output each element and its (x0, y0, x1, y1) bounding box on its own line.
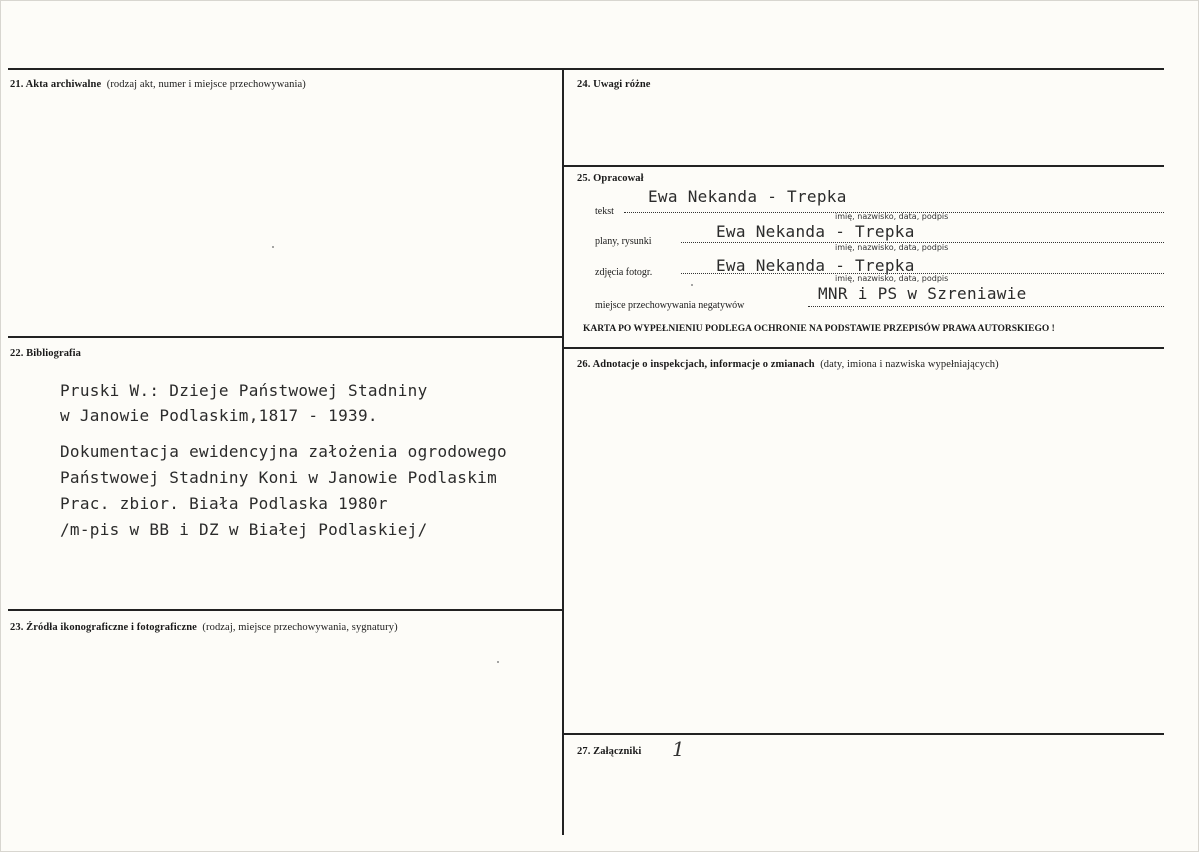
attachments-count: 1 (672, 737, 685, 761)
paper-speck (497, 661, 499, 663)
section-23-title: 23. Źródła ikonograficzne i fotograficzne (10, 622, 197, 633)
section-23-hint: (rodzaj, miejsce przechowywania, sygnatury) (202, 622, 398, 633)
author-plans-sublabel: imię, nazwisko, data, podpis (835, 243, 949, 252)
bibliography-line: w Janowie Podlaskim,1817 - 1939. (60, 406, 378, 425)
bibliography-line: Państwowej Stadniny Koni w Janowie Podlaskim (60, 468, 498, 487)
copyright-notice: KARTA PO WYPEŁNIENIU PODLEGA OCHRONIE NA PODSTAWIE PRZEPISÓW PRAWA AUTORSKIEGO ! (583, 324, 1055, 334)
rule-26-27 (563, 733, 1164, 735)
section-22-title: 22. Bibliografia (10, 348, 82, 359)
section-27-title: 27. Załączniki (577, 746, 642, 757)
author-plans-value: Ewa Nekanda - Trepka (716, 222, 915, 241)
section-26-title: 26. Adnotacje o inspekcjach, informacje o zmianach (577, 359, 815, 370)
section-26-label (577, 359, 999, 370)
top-rule (8, 68, 1164, 70)
section-24-title: 24. Uwagi różne (577, 79, 651, 90)
paper-speck (272, 246, 274, 248)
author-plans-label: plany, rysunki (595, 236, 652, 247)
section-21-title: 21. Akta archiwalne (10, 79, 102, 90)
section-26-hint: (daty, imiona i nazwiska wypełniających) (820, 359, 999, 370)
rule-22-23 (8, 609, 563, 611)
section-21-hint: (rodzaj akt, numer i miejsce przechowywania) (106, 79, 306, 90)
author-photos-value: Ewa Nekanda - Trepka (716, 256, 915, 275)
bibliography-line: Prac. zbior. Biała Podlaska 1980r (60, 494, 388, 513)
section-25-title: 25. Opracował (577, 173, 644, 184)
bibliography-line: Dokumentacja ewidencyjna założenia ogrodowego (60, 442, 507, 461)
author-text-value: Ewa Nekanda - Trepka (648, 187, 847, 206)
author-text-label: tekst (595, 206, 614, 217)
author-photos-sublabel: imię, nazwisko, data, podpis (835, 274, 949, 283)
author-photos-label: zdjęcia fotogr. (595, 267, 653, 278)
author-text-sublabel: imię, nazwisko, data, podpis (835, 212, 949, 221)
negatives-location-label: miejsce przechowywania negatywów (595, 300, 745, 311)
rule-25-26 (563, 347, 1164, 349)
negatives-location-dotline (808, 306, 1164, 307)
section-23-label (10, 622, 398, 633)
paper-speck (691, 284, 693, 286)
section-21-label (10, 79, 306, 90)
center-divider (562, 68, 564, 835)
negatives-location-value: MNR i PS w Szreniawie (818, 284, 1027, 303)
rule-21-22 (8, 336, 563, 338)
bibliography-line: Pruski W.: Dzieje Państwowej Stadniny (60, 381, 428, 400)
bibliography-line: /m-pis w BB i DZ w Białej Podlaskiej/ (60, 520, 428, 539)
rule-24-25 (563, 165, 1164, 167)
